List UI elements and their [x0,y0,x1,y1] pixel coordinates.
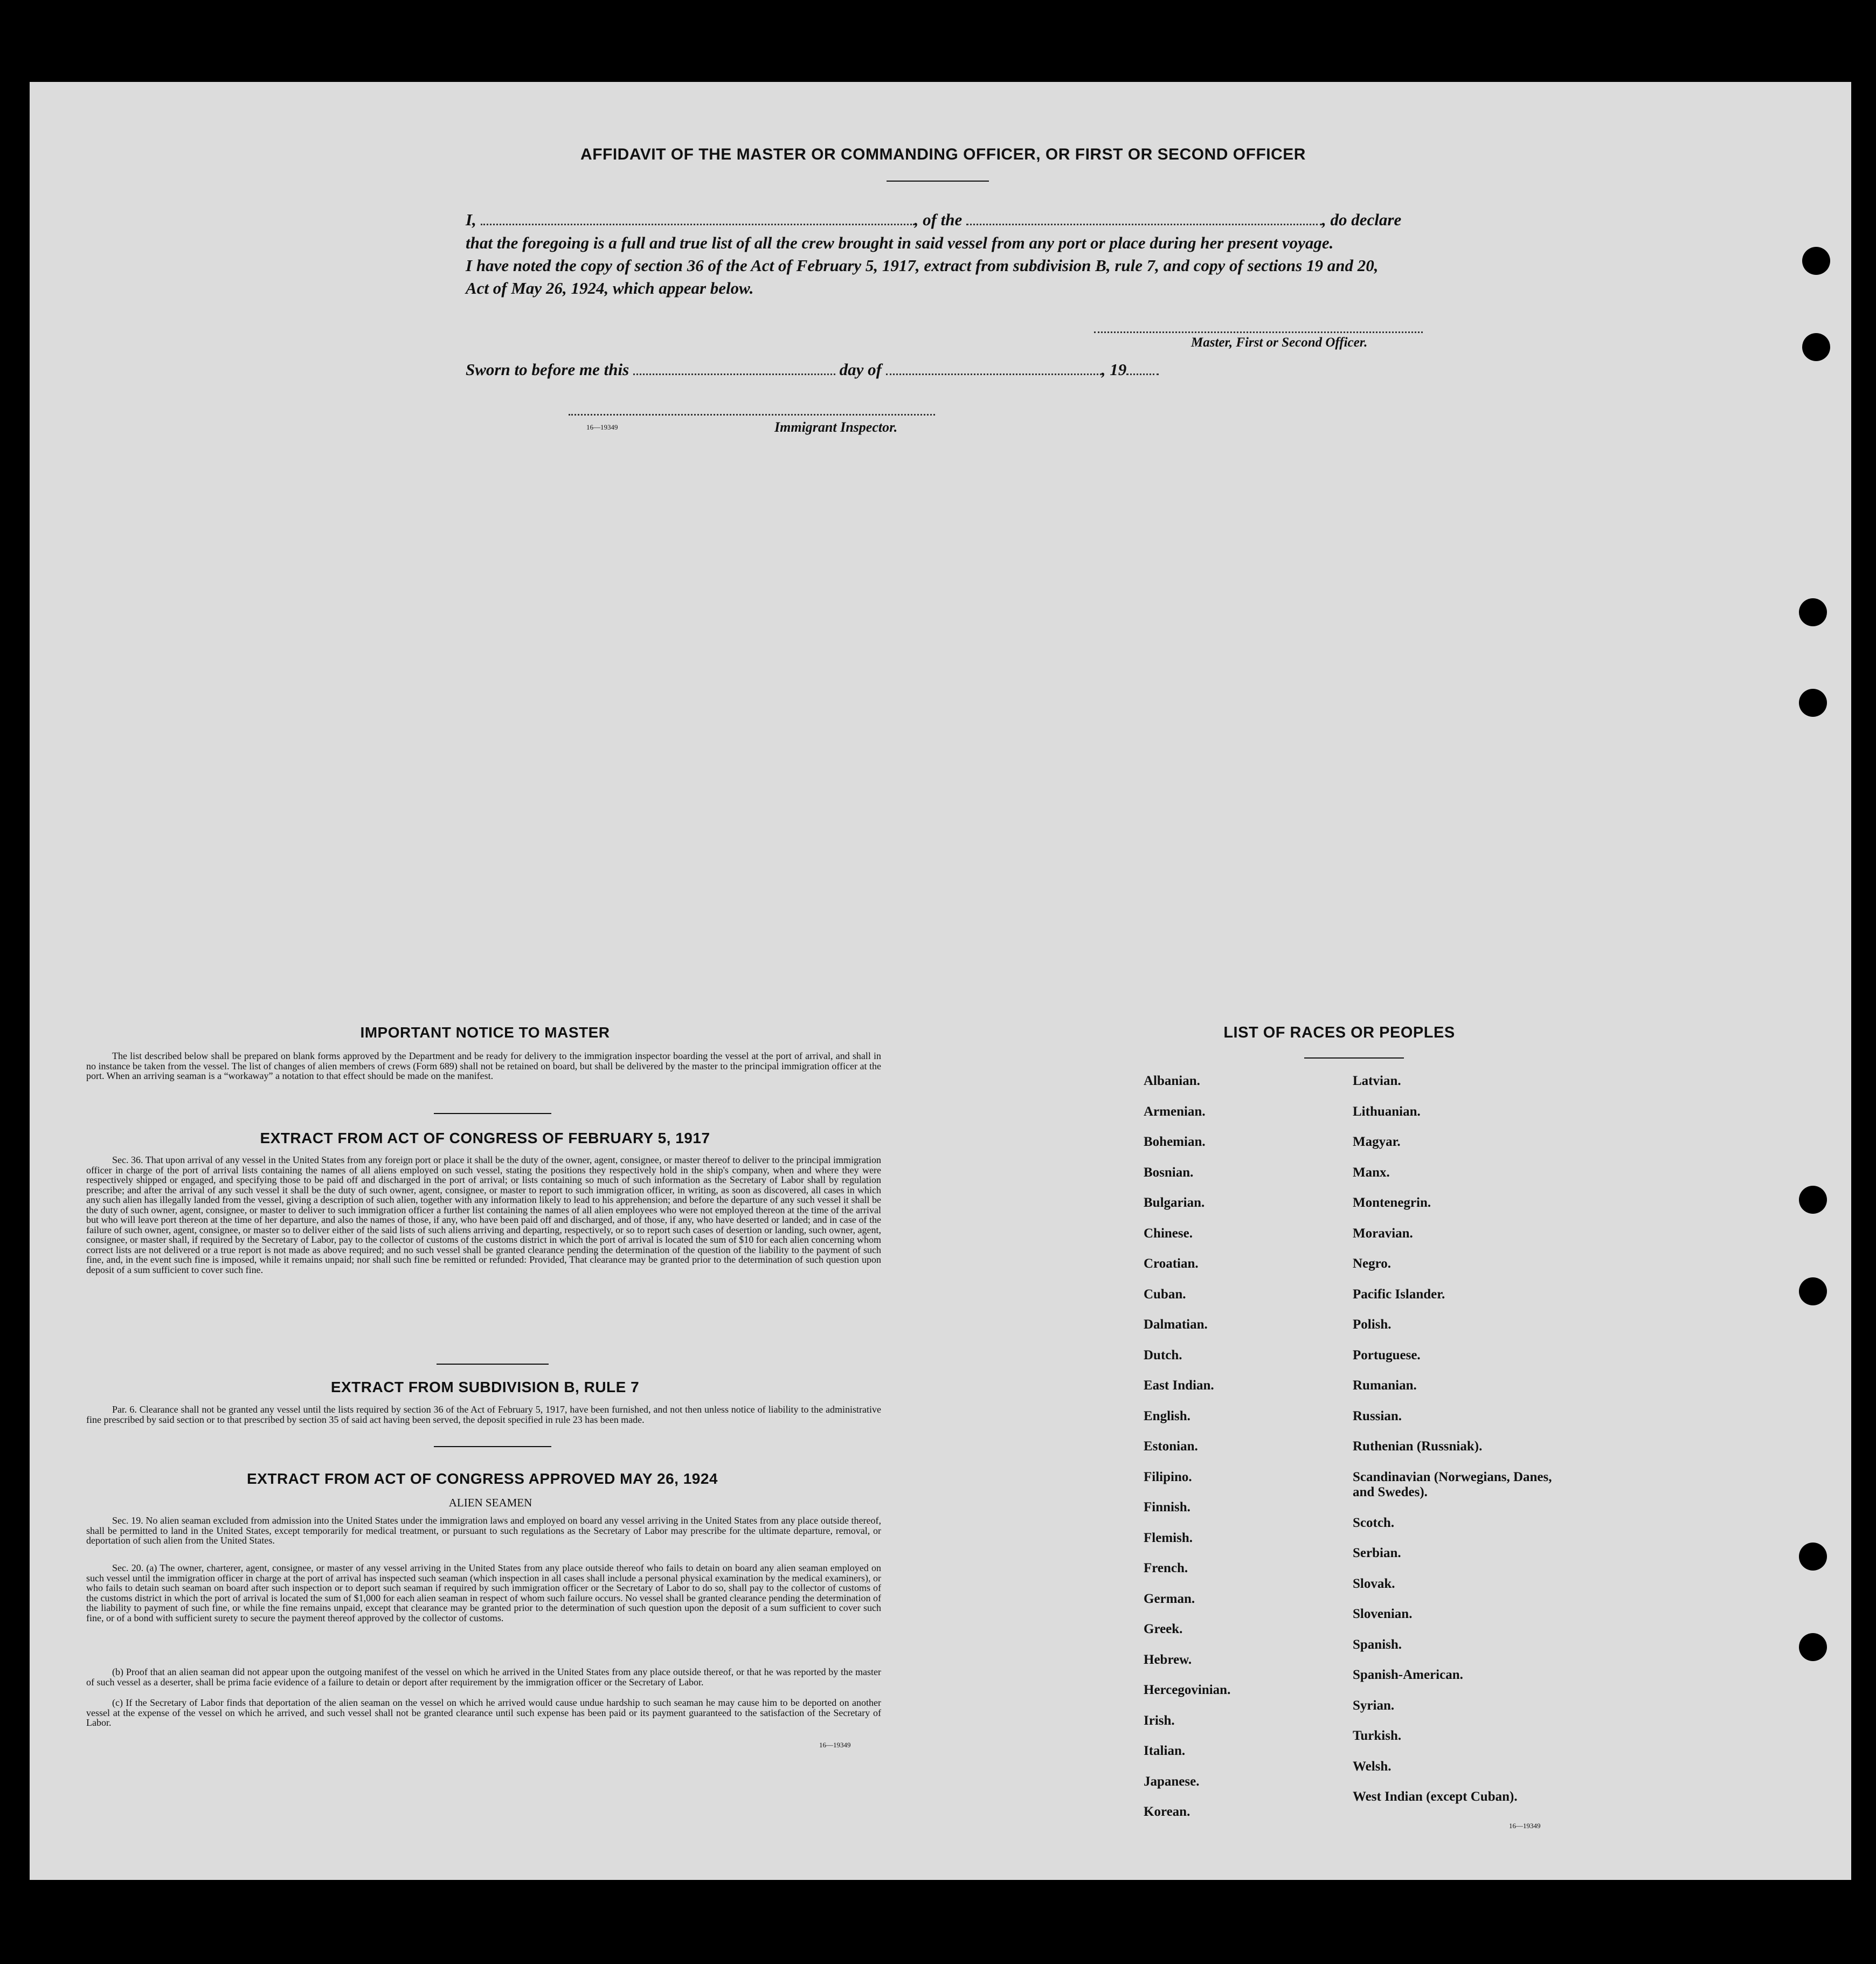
race-item: Greek. [1144,1622,1183,1636]
sec19-body: Sec. 19. No alien seaman excluded from admission into the United States under the immigration laws and employed on board any vessel arriving in the United States from any place outside thereof, shall be permitted to land in the United States, except temporarily for medical treatment, or pursuant to such regulations as the Secretary of Labor may prescribe for the ultimate departure, removal, or deportation of such alien from the United States. [86,1515,881,1546]
divider [434,1113,551,1114]
race-item: Latvian. [1353,1074,1401,1088]
race-item: Polish. [1353,1317,1392,1332]
sworn-line [466,360,1159,379]
affidavit-declare-label: , do declare [1322,210,1402,229]
sworn-month-blank[interactable] [886,362,1102,375]
race-item: Pacific Islander. [1353,1287,1445,1302]
affidavit-line-3: I have noted the copy of section 36 of the Act of February 5, 1917, extract from subdivision B, rule 7, and copy of sections 19 and 20, [466,256,1379,275]
affidavit-of-the-label: , of the [914,210,963,229]
race-item: Hebrew. [1144,1652,1192,1667]
sworn-day-blank[interactable] [633,362,835,375]
race-item: Ruthenian (Russniak). [1353,1439,1483,1454]
race-item: Irish. [1144,1713,1175,1728]
sec20b-body: (b) Proof that an alien seaman did not appear upon the outgoing manifest of the vessel on which he arrived in the United States from any place outside thereof, or that he was reported by the master of such vessel as a deserter, shall be prima facie evidence of a failure to detain or deport after requirement by the immigration officer or the Secretary of Labor. [86,1666,881,1688]
sworn-year-blank[interactable] [1126,362,1159,375]
alien-seamen-subtitle: ALIEN SEAMEN [448,1496,532,1509]
divider [1304,1057,1404,1059]
punch-hole [1802,333,1830,361]
race-item: French. [1144,1561,1188,1575]
punch-hole [1799,1633,1827,1661]
race-item: Magyar. [1353,1135,1401,1149]
race-item: Spanish-American. [1353,1668,1463,1682]
extract-1917-title: EXTRACT FROM ACT OF CONGRESS OF FEBRUARY 5, 1917 [260,1130,710,1146]
race-item: Manx. [1353,1165,1390,1180]
vessel-blank[interactable] [966,212,1322,225]
notice-body: The list described below shall be prepared on blank forms approved by the Department and be ready for delivery to the immigration inspector boarding the vessel at the port of arrival, and shall in no instance be taken from the vessel. The list of changes of alien members of crews (Form 689) shall not be retained on board, but shall be delivered by the master to the principal immigration officer at the port. When an arriving seaman is a “workaway” a notation to that effect should be made on the manifest. [86,1050,881,1081]
divider [434,1446,551,1447]
inspector-signature-line[interactable] [569,414,935,416]
divider [887,181,989,182]
race-item: Armenian. [1144,1104,1206,1119]
rule7-title: EXTRACT FROM SUBDIVISION B, RULE 7 [330,1379,640,1395]
race-item: Bulgarian. [1144,1195,1205,1210]
races-column-2 [1353,1074,1579,1820]
affidavit-declaration-line [466,210,1446,230]
race-item: Spanish. [1353,1637,1402,1652]
sec20c-body: (c) If the Secretary of Labor finds that deportation of the alien seaman on the vessel on which he arrived would cause undue hardship to such seaman he may cause him to be deported on another vessel at the expense of the vessel on which he arrived, and such vessel shall not be granted clearance until such expense has been paid or its payment guaranteed to the satisfaction of the Secretary of Labor. [86,1697,881,1728]
race-item: Finnish. [1144,1500,1190,1515]
races-title: LIST OF RACES OR PEOPLES [1223,1024,1455,1041]
punch-hole [1799,1277,1827,1305]
race-item: Serbian. [1353,1546,1401,1560]
race-item: Lithuanian. [1353,1104,1421,1119]
race-item: Filipino. [1144,1469,1192,1484]
inspector-signature-label: Immigrant Inspector. [774,419,898,435]
race-item: Moravian. [1353,1226,1413,1241]
extract-1924-title: EXTRACT FROM ACT OF CONGRESS APPROVED MAY 26, 1924 [247,1470,718,1487]
race-item: Slovenian. [1353,1607,1413,1621]
race-item: Dalmatian. [1144,1317,1208,1332]
form-number: 16—19349 [1509,1822,1541,1830]
race-item: Bosnian. [1144,1165,1194,1180]
race-item: Slovak. [1353,1576,1395,1591]
race-item: Welsh. [1353,1759,1392,1774]
race-item: Negro. [1353,1256,1392,1271]
race-item: West Indian (except Cuban). [1353,1789,1518,1804]
master-signature-line[interactable] [1094,331,1423,333]
race-item: Croatian. [1144,1256,1199,1271]
day-of-label: day of [839,360,882,379]
year-prefix: , 19 [1101,360,1127,379]
notice-title: IMPORTANT NOTICE TO MASTER [360,1024,610,1041]
affidavit-i-label: I, [466,210,476,229]
race-item: Estonian. [1144,1439,1198,1454]
affidavit-line-2: that the foregoing is a full and true list of all the crew brought in said vessel from any port or place during her present voyage. [466,233,1334,252]
race-item: Rumanian. [1353,1378,1417,1393]
sworn-label: Sworn to before me this [466,360,629,379]
race-item: German. [1144,1591,1195,1606]
divider [437,1364,549,1365]
race-item: Hercegovinian. [1144,1683,1231,1697]
race-item: Dutch. [1144,1347,1182,1363]
race-item: Japanese. [1144,1774,1200,1789]
sec20a-body: Sec. 20. (a) The owner, charterer, agent, consignee, or master of any vessel arriving in the United States from any place outside thereof who fails to detain on board any alien seaman employed on such vessel until the immigration officer in charge at the port of arrival has inspected such seaman (which inspection in all cases shall include a personal physical examination by the medical examiners), or who fails to detain such seaman on board after such inspection or to deport such seaman if required by such immigration officer or the Secretary of Labor to do so, shall pay to the collector of customs of the customs district in which the port of arrival is located the sum of $1,000 for each alien seaman in respect of whom such failure occurs. No vessel shall be granted clearance pending the determination of the liability to payment of such fine, or while the fine remains unpaid, except that clearance may be granted prior to the determination of such question upon the deposit of a sum sufficient to cover such fine, or of a bond with sufficient surety to secure the payment thereof approved by the collector of customs. [86,1562,881,1623]
punch-hole [1799,1186,1827,1214]
race-item: Bohemian. [1144,1135,1206,1149]
affidavit-line-4: Act of May 26, 1924, which appear below. [466,279,754,298]
punch-hole [1799,1543,1827,1571]
punch-hole [1799,598,1827,626]
race-item: Russian. [1353,1408,1402,1423]
name-blank[interactable] [481,212,915,225]
race-item: Scandinavian (Norwegians, Danes, and Swedes). [1353,1469,1552,1499]
race-item: English. [1144,1408,1190,1423]
race-item: Cuban. [1144,1287,1186,1302]
race-item: Montenegrin. [1353,1195,1431,1210]
race-item: Turkish. [1353,1728,1402,1743]
race-item: Flemish. [1144,1530,1193,1545]
form-number: 16—19349 [819,1741,851,1749]
race-item: Scotch. [1353,1515,1395,1530]
races-column-1 [1144,1074,1338,1835]
punch-hole [1799,689,1827,717]
punch-hole [1802,247,1830,275]
race-item: Syrian. [1353,1698,1395,1713]
race-item: Portuguese. [1353,1347,1421,1363]
rule7-body: Par. 6. Clearance shall not be granted any vessel until the lists required by section 36 of the Act of February 5, 1917, have been furnished, and not then unless notice of liability to the administrative fine prescribed by said section or to that prescribed by section 35 of said act having been served, the deposit specified in rule 23 has been made. [86,1404,881,1425]
extract-1917-body: Sec. 36. That upon arrival of any vessel in the United States from any foreign port or place it shall be the duty of the owner, agent, consignee, or master thereof to deliver to the principal immigration officer in charge of the port of arrival lists containing the names of all aliens employed on such vessel, stating the positions they respectively hold in the ship's company, when and where they were respectively shipped or engaged, and specifying those to be paid off and discharged in the port of arrival; or lists containing so much of such information as the Secretary of Labor shall by regulation prescribe; and after the arrival of any such vessel it shall be the duty of such owner, agent, consignee, or master to report to such immigration officer, in writing, as soon as discovered, all cases in which any such alien has illegally landed from the vessel, giving a description of such alien, together with any information likely to lead to his apprehension; and before the departure of any such vessel it shall be the duty of such owner, agent, consignee, or master to deliver to such immigration officer a further list containing the names of all alien employees who were not employed thereon at the time of the arrival but who will leave port thereon at the time of her departure, and also the names of those, if any, who have been paid off and discharged, and of those, if any, who have deserted or landed; and in case of the failure of such owner, agent, consignee, or master so to deliver either of the said lists of such aliens arriving and departing, respectively, or so to report such cases of desertion or landing, such owner, agent, consignee, or master shall, if required by the Secretary of Labor, pay to the collector of customs of the customs district in which the port of arrival is located the sum of $10 for each alien concerning whom correct lists are not delivered or a true report is not made as above required; and no such vessel shall be granted clearance pending the determination of the question of the liability to the payment of such fine, and, in the event such fine is imposed, while it remains unpaid; nor shall such fine be remitted or refunded: Provided, That clearance may be granted prior to the determination of such question upon deposit of a sum sufficient to cover such fine. [86,1154,881,1275]
race-item: Chinese. [1144,1226,1193,1241]
race-item: Albanian. [1144,1074,1200,1088]
race-item: Italian. [1144,1744,1186,1758]
form-number: 16—19349 [586,423,618,431]
race-item: Korean. [1144,1804,1190,1819]
master-signature-label: Master, First or Second Officer. [1191,335,1368,350]
race-item: East Indian. [1144,1378,1214,1393]
affidavit-title: AFFIDAVIT OF THE MASTER OR COMMANDING OFFICER, OR FIRST OR SECOND OFFICER [580,146,1306,163]
